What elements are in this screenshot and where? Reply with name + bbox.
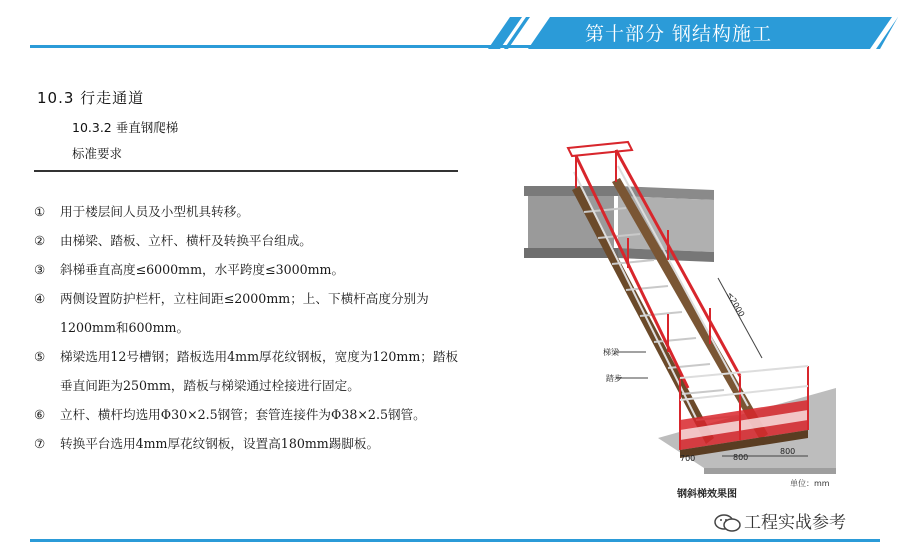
item-text: 转换平台选用4mm厚花纹钢板，设置高180mm踢脚板。 [60,436,380,451]
list-item [34,284,464,342]
item-number: ③ [34,262,46,277]
section-title: 10.3 行走通道 [37,89,145,107]
subsection-title: 10.3.2 垂直钢爬梯 [72,120,179,135]
requirements-list [34,197,464,458]
item-number: ⑤ [34,349,46,364]
item-number: ⑦ [34,436,46,451]
label-width-3: 700 [680,454,696,463]
item-number: ④ [34,291,46,306]
list-item [34,197,464,226]
figure-caption: 钢斜梯效果图 [677,489,737,500]
label-beam: 梯梁 [603,348,619,357]
item-number: ① [34,204,46,219]
steel-ladder-illustration [518,138,836,494]
list-item [34,226,464,255]
item-number: ② [34,233,46,248]
item-text: 用于楼层间人员及小型机具转移。 [60,204,249,219]
list-item [34,429,464,458]
watermark [714,508,846,533]
item-number: ⑥ [34,407,46,422]
label-span: ≤2000 [724,290,747,319]
footer-rule [30,539,880,542]
item-text: 由梯梁、踏板、立杆、横杆及转换平台组成。 [60,233,312,248]
item-text: 立杆、横杆均选用Φ30×2.5钢管；套管连接件为Φ38×2.5钢管。 [60,407,426,422]
item-text: 梯梁选用12号槽钢；踏板选用4mm厚花纹钢板，宽度为120mm；踏板垂直间距为250mm，踏板与梯梁通过栓接进行固定。 [60,349,459,393]
list-item [34,342,464,400]
list-item [34,255,464,284]
label-width-1: 800 [733,453,749,462]
label-step: 踏步 [606,374,622,383]
list-item [34,400,464,429]
section-divider [34,170,458,172]
wechat-icon [714,513,742,533]
item-text: 两侧设置防护栏杆，立柱间距≤2000mm；上、下横杆高度分别为1200mm和600mm。 [60,291,429,335]
page-title: 第十部分 钢结构施工 [585,23,773,45]
watermark-text: 工程实战参考 [744,513,846,533]
subheading: 标准要求 [72,146,123,161]
label-width-2: 800 [780,447,796,456]
figure-unit: 单位：mm [790,479,830,488]
item-text: 斜梯垂直高度≤6000mm，水平跨度≤3000mm。 [60,262,345,277]
